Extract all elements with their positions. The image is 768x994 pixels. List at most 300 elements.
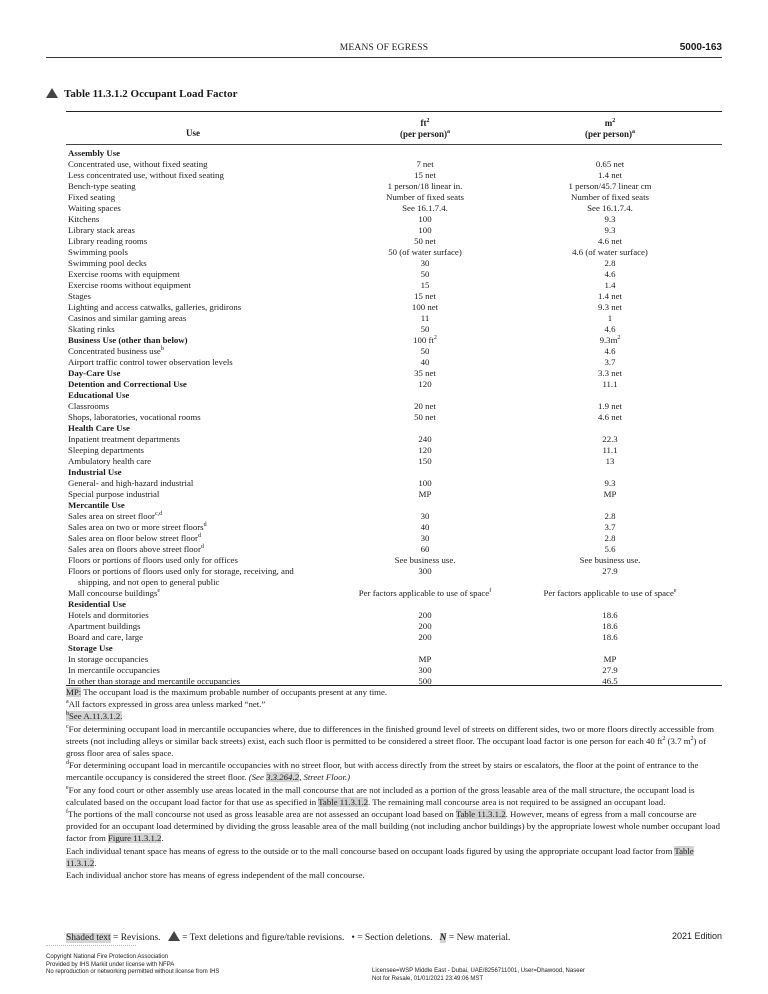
row-m2-cell <box>500 511 720 522</box>
table-row <box>0 203 768 214</box>
table-row <box>0 511 768 522</box>
row-use-text: Kitchens <box>68 214 100 224</box>
revision-delta-icon <box>46 88 58 98</box>
ft-per-person-sup: a <box>447 129 451 135</box>
row-ft2-value: MP <box>418 489 432 499</box>
note-mp-text: The occupant load is the maximum probable number of occupants present at any time. <box>81 687 388 697</box>
row-ft2-value: 50 <box>420 346 430 356</box>
row-m2-value: 22.3 <box>602 434 618 444</box>
row-m2-cell <box>500 225 720 236</box>
row-use-text: Educational Use <box>68 390 130 400</box>
copyright-notice <box>46 954 219 977</box>
row-use-text: Exercise rooms with equipment <box>68 269 180 279</box>
row-ft2-cell <box>320 555 530 566</box>
ft-unit: ft <box>420 118 427 128</box>
row-use-text: In other than storage and mercantile occupancies <box>68 676 240 686</box>
row-m2-value: 1.4 net <box>598 170 622 180</box>
row-use-text: Less concentrated use, without fixed seating <box>68 170 224 180</box>
row-m2-cell <box>500 533 720 544</box>
table-row <box>0 181 768 192</box>
row-ft2-cell <box>320 324 530 335</box>
row-m2-cell <box>500 434 720 445</box>
table-row <box>0 280 768 291</box>
row-m2-value: 3.3 net <box>598 368 622 378</box>
row-use-text: In mercantile occupancies <box>68 665 160 675</box>
row-use-text: Bench-type seating <box>68 181 136 191</box>
row-ft2-value: 30 <box>420 511 430 521</box>
row-ft2-value: 150 <box>418 456 432 466</box>
row-ft2-cell <box>320 192 530 203</box>
legend-revisions: = Revisions. <box>110 933 161 943</box>
row-m2-value: 9.3 net <box>598 302 622 312</box>
row-use-text: Floors or portions of floors used only for offices <box>68 555 238 565</box>
row-m2-cell <box>500 632 720 643</box>
row-use-footnote: e <box>157 588 161 595</box>
row-use-cell <box>68 379 318 390</box>
table-row <box>0 379 768 390</box>
row-use-text: Sleeping departments <box>68 445 144 455</box>
table-row <box>0 346 768 357</box>
m-per-person-sup: a <box>632 129 636 135</box>
row-ft2-value: 120 <box>418 379 432 389</box>
row-m2-value: 0.65 net <box>595 159 625 169</box>
row-use-text: Ambulatory health care <box>68 456 152 466</box>
table-row <box>0 610 768 621</box>
row-ft2-cell <box>320 203 530 214</box>
row-ft2-value: 100 <box>418 214 432 224</box>
row-use-text: Lighting and access catwalks, galleries, gridirons <box>68 302 242 312</box>
row-use-cell <box>68 522 318 533</box>
row-m2-cell <box>500 291 720 302</box>
row-ft2-value: 7 net <box>416 159 434 169</box>
row-use-text: Floors or portions of floors used only for storage, receiving, and shipping, and not open to general public <box>68 566 294 587</box>
row-use-cell <box>68 170 318 181</box>
note-mp-label: MP: <box>66 687 82 697</box>
row-m2-cell <box>500 324 720 335</box>
note-d <box>66 759 722 783</box>
row-ft2-cell <box>320 368 530 379</box>
note-b-marker: b <box>66 711 69 718</box>
row-use-text: Detention and Correctional Use <box>68 379 187 389</box>
row-m2-sup: 2 <box>617 335 621 342</box>
row-m2-value: 4.6 <box>604 269 616 279</box>
row-m2-value: 18.6 <box>602 621 618 631</box>
row-ft2-value: 15 net <box>414 170 436 180</box>
row-use-cell <box>68 401 318 412</box>
row-use-text: Residential Use <box>68 599 126 609</box>
row-use-cell <box>68 258 318 269</box>
row-ft2-value: 120 <box>418 445 432 455</box>
note-b <box>66 710 722 722</box>
row-ft2-cell <box>320 313 530 324</box>
table-row <box>0 500 768 511</box>
row-m2-value: 9.3 <box>604 478 616 488</box>
table-row <box>0 335 768 346</box>
row-m2-value: 4.6 <box>604 324 616 334</box>
row-use-text: Skating rinks <box>68 324 115 334</box>
table-row <box>0 654 768 665</box>
legend-shaded-text: Shaded text <box>66 933 111 943</box>
row-use-cell <box>68 489 318 500</box>
row-ft2-cell <box>320 588 530 599</box>
edition-label: 2021 Edition <box>671 931 722 941</box>
row-m2-value: 4.6 <box>604 346 616 356</box>
row-ft2-cell <box>320 335 530 346</box>
row-ft2-value: 20 net <box>414 401 436 411</box>
row-m2-cell <box>500 401 720 412</box>
row-use-cell <box>68 346 318 357</box>
row-ft2-value: 100 <box>418 225 432 235</box>
row-m2-cell <box>500 313 720 324</box>
note-c-sup-3: 2 <box>690 735 694 742</box>
note-tenant <box>66 845 722 869</box>
row-m2-value: 1 person/45.7 linear cm <box>568 181 652 191</box>
row-use-text: Exercise rooms without equipment <box>68 280 191 290</box>
table-row <box>0 258 768 269</box>
table-row <box>0 467 768 478</box>
m-unit: m <box>604 118 613 128</box>
row-m2-cell <box>500 280 720 291</box>
row-m2-cell <box>500 214 720 225</box>
row-ft2-cell <box>320 159 530 170</box>
row-ft2-value: 500 <box>418 676 432 686</box>
note-c <box>66 723 722 760</box>
table-row <box>0 599 768 610</box>
row-use-cell <box>68 478 318 489</box>
row-use-cell <box>68 423 318 434</box>
row-use-text: Waiting spaces <box>68 203 121 213</box>
copyright-line-2: Provided by IHS Markit under license with NFPA <box>46 961 175 968</box>
row-use-cell <box>68 291 318 302</box>
row-ft2-value: 300 <box>418 566 432 576</box>
row-m2-cell <box>500 555 720 566</box>
table-notes <box>66 686 722 881</box>
row-use-text: Stages <box>68 291 91 301</box>
row-ft2-cell <box>320 522 530 533</box>
row-ft2-cell <box>320 445 530 456</box>
row-use-text: Airport traffic control tower observation levels <box>68 357 233 367</box>
row-m2-value: 4.6 net <box>598 236 622 246</box>
license-line-2: Not for Resale, 01/01/2021 23:49:06 MST <box>372 975 484 982</box>
row-use-cell <box>68 500 318 511</box>
legend-new-text: = New material. <box>446 933 511 943</box>
table-row <box>0 324 768 335</box>
row-use-cell <box>68 588 318 599</box>
note-c-marker: c <box>66 723 69 730</box>
row-use-cell <box>68 302 318 313</box>
row-use-footnote: d <box>200 544 204 551</box>
table-row <box>0 434 768 445</box>
row-m2-value: 11.1 <box>602 445 618 455</box>
m-per-person: (per person) <box>584 129 633 139</box>
row-m2-cell <box>500 357 720 368</box>
row-use-cell <box>68 214 318 225</box>
table-row <box>0 368 768 379</box>
row-use-cell <box>68 445 318 456</box>
row-use-text: Casinos and similar gaming areas <box>68 313 187 323</box>
row-ft2-value: 50 net <box>414 412 436 422</box>
row-ft2-cell <box>320 302 530 313</box>
note-c-text-1: For determining occupant load in mercantile occupancies where, due to differences in the finished ground level of streets on different sides, two or more floors directly accessible from streets (not including alleys or similar back streets) exist, each such floor is permitted to be considered a street floor. The occupant load factor is one person for each 40 ft <box>66 723 714 746</box>
row-m2-value: 1.4 <box>604 280 616 290</box>
row-use-cell <box>68 555 318 566</box>
table-row <box>0 643 768 654</box>
row-m2-value: 46.5 <box>602 676 618 686</box>
license-notice <box>372 968 585 983</box>
note-d-marker: d <box>66 760 69 767</box>
row-m2-value: 4.6 (of water surface) <box>572 247 648 257</box>
row-ft2-value: 240 <box>418 434 432 444</box>
row-m2-cell <box>500 379 720 390</box>
row-ft2-cell <box>320 665 530 676</box>
row-use-text: Inpatient treatment departments <box>68 434 180 444</box>
note-e-ref-link[interactable]: Table 11.3.1.2 <box>318 796 369 807</box>
row-use-cell <box>68 192 318 203</box>
row-ft2-value: 200 <box>418 610 432 620</box>
note-f-text-3: . <box>161 833 164 844</box>
row-m2-sup: e <box>673 588 677 595</box>
license-line-1: Licensee=WSP Middle East - Dubai, UAE/8256711001, User=Dhawood, Naseer <box>372 968 585 974</box>
row-use-cell <box>68 544 318 555</box>
row-m2-cell <box>500 236 720 247</box>
row-ft2-sup: 2 <box>433 335 437 342</box>
row-ft2-cell <box>320 247 530 258</box>
row-ft2-value: 50 (of water surface) <box>388 247 462 257</box>
row-ft2-cell <box>320 654 530 665</box>
row-ft2-value: 30 <box>420 533 430 543</box>
note-b-text[interactable]: See A.11.3.1.2. <box>69 711 123 722</box>
row-use-text: Business Use (other than below) <box>68 335 188 345</box>
row-m2-cell <box>500 302 720 313</box>
note-c-text-2: (3.7 m <box>665 735 691 746</box>
row-m2-value: 3.7 <box>604 357 616 367</box>
note-e-marker: e <box>66 784 69 791</box>
row-use-cell <box>68 632 318 643</box>
note-mp <box>66 686 722 698</box>
row-ft2-cell <box>320 610 530 621</box>
row-ft2-cell <box>320 533 530 544</box>
table-row <box>0 456 768 467</box>
legend-new-icon: N <box>439 933 447 943</box>
row-m2-cell <box>500 159 720 170</box>
note-tenant-text-1: Each individual tenant space has means of egress to the outside or to the mall concourse based on occupant loads figured by using the appropriate occupant load factor from <box>66 845 675 856</box>
row-use-text: Sales area on street floor <box>68 511 155 521</box>
row-use-text: Classrooms <box>68 401 110 411</box>
table-row <box>0 445 768 456</box>
row-use-text: Library reading rooms <box>68 236 148 246</box>
copyright-line-1: Copyright National Fire Protection Association <box>46 954 169 960</box>
note-anchor: Each individual anchor store has means of egress independent of the mall concourse. <box>66 870 365 881</box>
row-use-cell <box>68 148 318 159</box>
row-ft2-cell <box>320 621 530 632</box>
row-ft2-value: 40 <box>420 522 430 532</box>
row-ft2-cell <box>320 401 530 412</box>
row-ft2-value: 50 net <box>414 236 436 246</box>
row-m2-cell <box>500 489 720 500</box>
table-row <box>0 566 768 588</box>
row-use-text: Library stack areas <box>68 225 135 235</box>
row-use-text: Day-Care Use <box>68 368 121 378</box>
row-use-cell <box>68 467 318 478</box>
row-m2-cell <box>500 181 720 192</box>
row-use-text: Special purpose industrial <box>68 489 160 499</box>
table-row <box>0 170 768 181</box>
row-use-cell <box>68 456 318 467</box>
table-row <box>0 489 768 500</box>
row-use-text: Industrial Use <box>68 467 122 477</box>
table-body <box>0 148 768 687</box>
legend-bullet-text: = Section deletions. <box>354 933 433 943</box>
note-f-ref-link-2[interactable]: Figure 11.3.1.2 <box>108 833 162 844</box>
row-ft2-cell <box>320 434 530 445</box>
row-use-cell <box>68 533 318 544</box>
row-use-text: Concentrated use, without fixed seating <box>68 159 208 169</box>
row-ft2-cell <box>320 236 530 247</box>
revision-legend <box>66 931 510 943</box>
row-use-cell <box>68 357 318 368</box>
row-ft2-value: MP <box>418 654 432 664</box>
row-use-cell <box>68 236 318 247</box>
row-ft2-cell <box>320 544 530 555</box>
row-m2-value: 2.8 <box>604 258 616 268</box>
row-use-cell <box>68 181 318 192</box>
row-ft2-cell <box>320 478 530 489</box>
row-use-cell <box>68 643 318 654</box>
row-use-cell <box>68 390 318 401</box>
row-use-cell <box>68 566 328 588</box>
m-unit-sup: 2 <box>612 118 616 124</box>
row-m2-cell <box>500 456 720 467</box>
note-tenant-ref-link[interactable]: Table 11.3.1.2 <box>66 845 694 868</box>
row-use-text: Sales area on floors above street floor <box>68 544 201 554</box>
row-m2-cell <box>500 621 720 632</box>
row-use-text: Hotels and dormitories <box>68 610 149 620</box>
row-ft2-sup: f <box>489 588 492 595</box>
row-m2-cell <box>500 247 720 258</box>
row-m2-cell <box>500 566 720 577</box>
row-m2-value: MP <box>603 489 617 499</box>
row-m2-cell <box>500 203 720 214</box>
footer-divider <box>46 945 136 946</box>
table-row <box>0 247 768 258</box>
row-m2-cell <box>500 192 720 203</box>
row-use-text: Mall concourse buildings <box>68 588 158 598</box>
column-header-m2 <box>500 118 720 140</box>
note-d-ref-link[interactable]: 3.3.264.2 <box>266 772 300 783</box>
table-row <box>0 390 768 401</box>
ft-unit-sup: 2 <box>426 118 430 124</box>
row-ft2-cell <box>320 280 530 291</box>
row-m2-value: 18.6 <box>602 610 618 620</box>
row-use-footnote: c,d <box>154 511 163 518</box>
row-ft2-value: 30 <box>420 258 430 268</box>
row-ft2-cell <box>320 214 530 225</box>
row-use-cell <box>68 280 318 291</box>
note-f-ref-link-1[interactable]: Table 11.3.1.2 <box>455 809 506 820</box>
table-row <box>0 313 768 324</box>
note-e <box>66 784 722 808</box>
row-use-cell <box>68 335 318 346</box>
row-m2-value: 1.9 net <box>598 401 622 411</box>
row-ft2-value: 60 <box>420 544 430 554</box>
row-use-text: Fixed seating <box>68 192 116 202</box>
row-m2-cell <box>500 269 720 280</box>
row-m2-value: See business use. <box>579 555 641 565</box>
row-m2-cell <box>500 610 720 621</box>
row-m2-value: See 16.1.7.4. <box>587 203 633 213</box>
row-ft2-value: 200 <box>418 621 432 631</box>
page-number: 5000-163 <box>679 42 722 53</box>
row-m2-value: 5.6 <box>604 544 616 554</box>
row-ft2-value: 35 net <box>414 368 436 378</box>
note-c-sup-2: 2 <box>662 735 666 742</box>
row-ft2-value: Per factors applicable to use of space <box>358 588 490 598</box>
row-ft2-value: Number of fixed seats <box>386 192 464 202</box>
row-ft2-cell <box>320 511 530 522</box>
row-m2-cell <box>500 258 720 269</box>
row-ft2-cell <box>320 566 530 577</box>
row-ft2-value: 1 person/18 linear in. <box>387 181 463 191</box>
row-use-cell <box>68 665 318 676</box>
row-use-cell <box>68 159 318 170</box>
row-ft2-value: 40 <box>420 357 430 367</box>
row-use-cell <box>68 511 318 522</box>
row-m2-value: 4.6 net <box>598 412 622 422</box>
row-ft2-value: 100 net <box>411 302 439 312</box>
table-row <box>0 621 768 632</box>
copyright-line-3: No reproduction or networking permitted without license from IHS <box>46 969 220 975</box>
row-ft2-value: 11 <box>420 313 430 323</box>
row-use-cell <box>68 225 318 236</box>
row-use-cell <box>68 203 318 214</box>
row-use-footnote: b <box>160 346 164 353</box>
table-row <box>0 225 768 236</box>
row-ft2-cell <box>320 291 530 302</box>
row-ft2-value: 50 <box>420 269 430 279</box>
row-ft2-value: 300 <box>418 665 432 675</box>
row-m2-value: Per factors applicable to use of space <box>543 588 674 598</box>
row-use-cell <box>68 324 318 335</box>
row-use-cell <box>68 247 318 258</box>
row-use-cell <box>68 654 318 665</box>
table-row <box>0 632 768 643</box>
header-rule <box>46 57 722 58</box>
table-row <box>0 214 768 225</box>
note-d-italic-1: (See <box>248 772 267 783</box>
table-row <box>0 412 768 423</box>
row-m2-value: 27.9 <box>602 665 618 675</box>
table-title <box>46 88 237 100</box>
row-use-text: Sales area on floor below street floor <box>68 533 198 543</box>
legend-delta-text: = Text deletions and figure/table revisions. <box>179 933 345 943</box>
row-use-text: Board and care, large <box>68 632 144 642</box>
row-m2-cell <box>500 522 720 533</box>
note-c-text-3: ) of gross floor area of sales space. <box>66 735 707 759</box>
row-ft2-value: 200 <box>418 632 432 642</box>
table-row <box>0 533 768 544</box>
note-f-text-2: . However, means of egress from a mall concourse are provided for an occupant load determined by dividing the gross leasable area of the mall building (not including anchor buildings) by the appropriate lowest whole number occupant load factor from <box>66 809 720 844</box>
column-header-use: Use <box>186 128 200 138</box>
row-ft2-cell <box>320 225 530 236</box>
row-use-text: Shops, laboratories, vocational rooms <box>68 412 201 422</box>
row-use-text: Concentrated business use <box>68 346 161 356</box>
row-ft2-value: 50 <box>420 324 430 334</box>
row-use-cell <box>68 269 318 280</box>
row-m2-value: 18.6 <box>602 632 618 642</box>
row-use-text: Apartment buildings <box>68 621 141 631</box>
row-m2-cell <box>500 368 720 379</box>
row-use-text: General- and high-hazard industrial <box>68 478 194 488</box>
